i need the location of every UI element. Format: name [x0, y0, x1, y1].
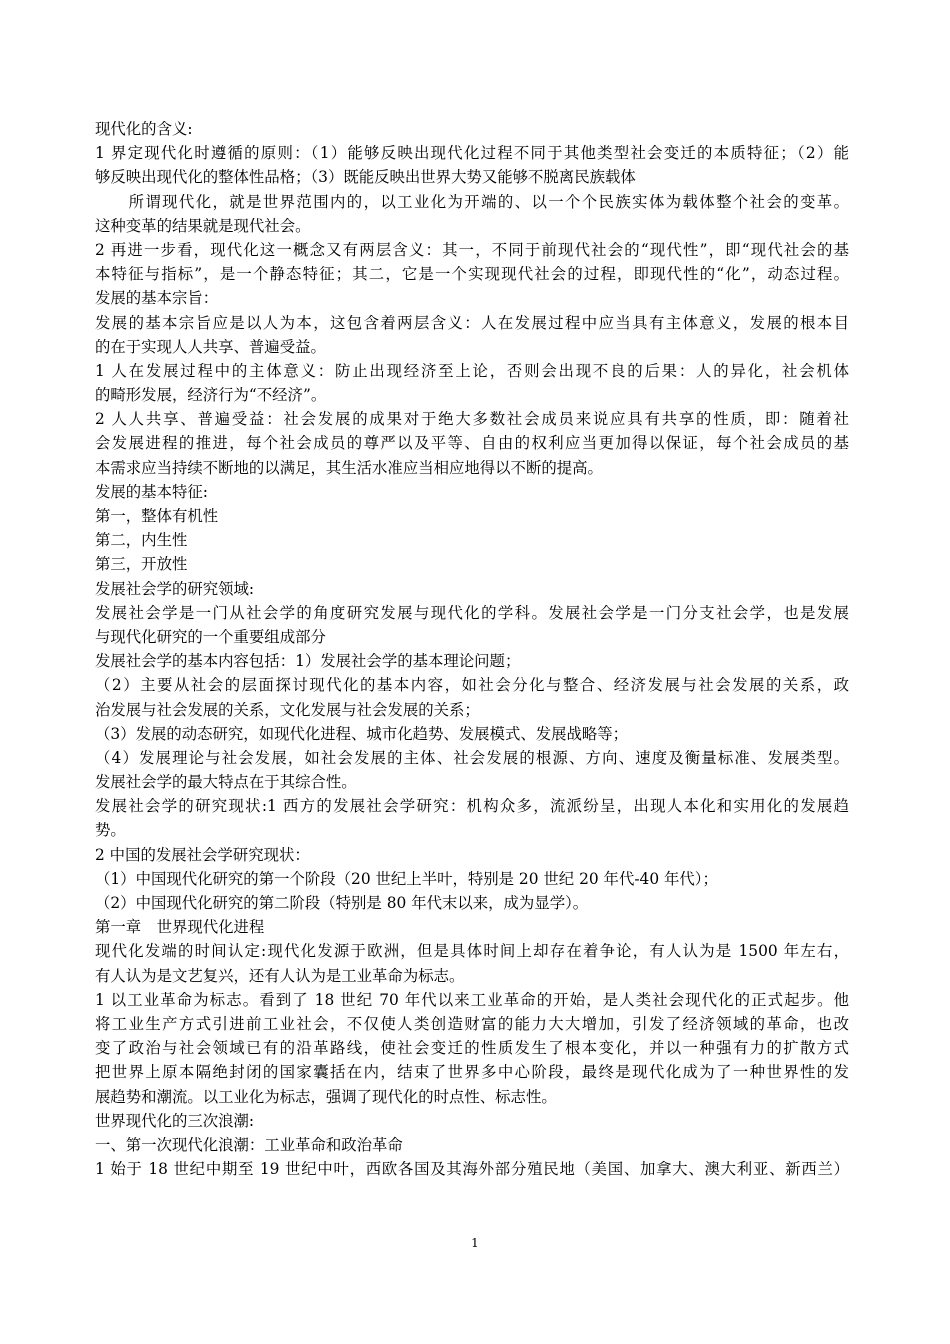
text-line: （1）中国现代化研究的第一个阶段（20 世纪上半叶，特别是 20 世纪 20 年代-40 年代）； — [95, 869, 718, 888]
text-line: 治发展与社会发展的关系，文化发展与社会发展的关系； — [95, 700, 480, 719]
text-line: 把世界上原本隔绝封闭的国家囊括在内，结束了世界多中心阶段，最终是现代化成为了一种世界性的发 — [95, 1063, 849, 1082]
text-line: 第二，内生性 — [95, 531, 188, 550]
text-line: （3）发展的动态研究，如现代化进程、城市化趋势、发展模式、发展战略等； — [95, 724, 629, 743]
text-line: 2 人人共享、普遍受益：社会发展的成果对于绝大多数社会成员来说应具有共享的性质，即：随着社 — [95, 410, 849, 429]
text-line: 将工业生产方式引进前工业社会，不仅使人类创造财富的能力大大增加，引发了经济领域的革命，也改 — [95, 1014, 849, 1033]
text-line: 本特征与指标”，是一个静态特征；其二，它是一个实现现代社会的过程，即现代性的“化”，动态过程。 — [95, 265, 849, 284]
text-line: 第三，开放性 — [95, 555, 188, 574]
text-line: 发展社会学的最大特点在于其综合性。 — [95, 773, 357, 792]
text-line: 展趋势和潮流。以工业化为标志，强调了现代化的时点性、标志性。 — [95, 1087, 557, 1106]
text-line: 1 人在发展过程中的主体意义：防止出现经济至上论，否则会出现不良的后果：人的异化，社会机体 — [95, 361, 849, 380]
text-line: 2 再进一步看，现代化这一概念又有两层含义：其一，不同于前现代社会的“现代性”，即“现代社会的基 — [95, 240, 849, 259]
text-line: 所谓现代化，就是世界范围内的，以工业化为开端的、以一个个民族实体为载体整个社会的变革。 — [95, 192, 849, 211]
text-line: 发展的基本宗旨： — [95, 289, 219, 308]
text-line: 变了政治与社会领域已有的沿革路线，使社会变迁的性质发生了根本变化，并以一种强有力的扩散方式 — [95, 1039, 849, 1058]
text-line: 的在于实现人人共享、普遍受益。 — [95, 337, 326, 356]
text-line: 发展社会学的研究领域: — [95, 579, 255, 598]
document-body — [95, 117, 849, 1181]
page-number: 1 — [471, 1236, 479, 1250]
text-line: 1 以工业革命为标志。看到了 18 世纪 70 年代以来工业革命的开始，是人类社会现代化的正式起步。他 — [95, 990, 849, 1009]
text-line: 1 始于 18 世纪中期至 19 世纪中叶，西欧各国及其海外部分殖民地（美国、加拿大、澳大利亚、新西兰） — [95, 1160, 849, 1179]
text-line: 这种变革的结果就是现代社会。 — [95, 216, 311, 235]
text-line: 第一，整体有机性 — [95, 507, 219, 525]
text-line: 会发展进程的推进，每个社会成员的尊严以及平等、自由的权利应当更加得以保证，每个社会成员的基 — [95, 434, 849, 453]
text-line: 发展的基本特征: — [95, 482, 208, 501]
text-line: 现代化发端的时间认定:现代化发源于欧洲，但是具体时间上却存在着争论，有人认为是 1500 年左右， — [95, 942, 849, 961]
text-line: 一、第一次现代化浪潮：工业革命和政治革命 — [95, 1135, 403, 1154]
text-line: 世界现代化的三次浪潮: — [95, 1111, 255, 1130]
text-line: 有人认为是文艺复兴，还有人认为是工业革命为标志。 — [95, 966, 465, 985]
text-line: 第一章 世界现代化进程 — [95, 918, 265, 937]
text-line: 1 界定现代化时遵循的原则：（1）能够反映出现代化过程不同于其他类型社会变迁的本质特征；（2）能 — [95, 144, 849, 163]
text-line: 与现代化研究的一个重要组成部分 — [95, 627, 326, 646]
text-line: 的畸形发展，经济行为“不经济”。 — [95, 386, 327, 405]
text-line: （4）发展理论与社会发展，如社会发展的主体、社会发展的根源、方向、速度及衡量标准、发展类型。 — [95, 748, 849, 767]
text-line: 够反映出现代化的整体性品格；（3）既能反映出世界大势又能够不脱离民族载体 — [95, 168, 636, 187]
text-line: 本需求应当持续不断地的以满足，其生活水准应当相应地得以不断的提高。 — [95, 458, 603, 477]
text-line: 发展社会学的研究现状:1 西方的发展社会学研究：机构众多，流派纷呈，出现人本化和实用化的发展趋 — [95, 797, 849, 816]
text-line: 发展的基本宗旨应是以人为本，这包含着两层含义：人在发展过程中应当具有主体意义，发展的根本目 — [95, 313, 849, 332]
text-line: （2）中国现代化研究的第二阶段（特别是 80 年代末以来，成为显学）。 — [95, 894, 589, 912]
text-line: 发展社会学的基本内容包括：1）发展社会学的基本理论问题； — [95, 652, 521, 671]
text-line: 发展社会学是一门从社会学的角度研究发展与现代化的学科。发展社会学是一门分支社会学，也是发展 — [95, 603, 849, 622]
text-line: 2 中国的发展社会学研究现状： — [95, 845, 310, 864]
text-line: 势。 — [95, 821, 126, 840]
text-line: 现代化的含义: — [95, 120, 193, 138]
text-line: （2）主要从社会的层面探讨现代化的基本内容，如社会分化与整合、经济发展与社会发展的关系，政 — [95, 676, 849, 695]
